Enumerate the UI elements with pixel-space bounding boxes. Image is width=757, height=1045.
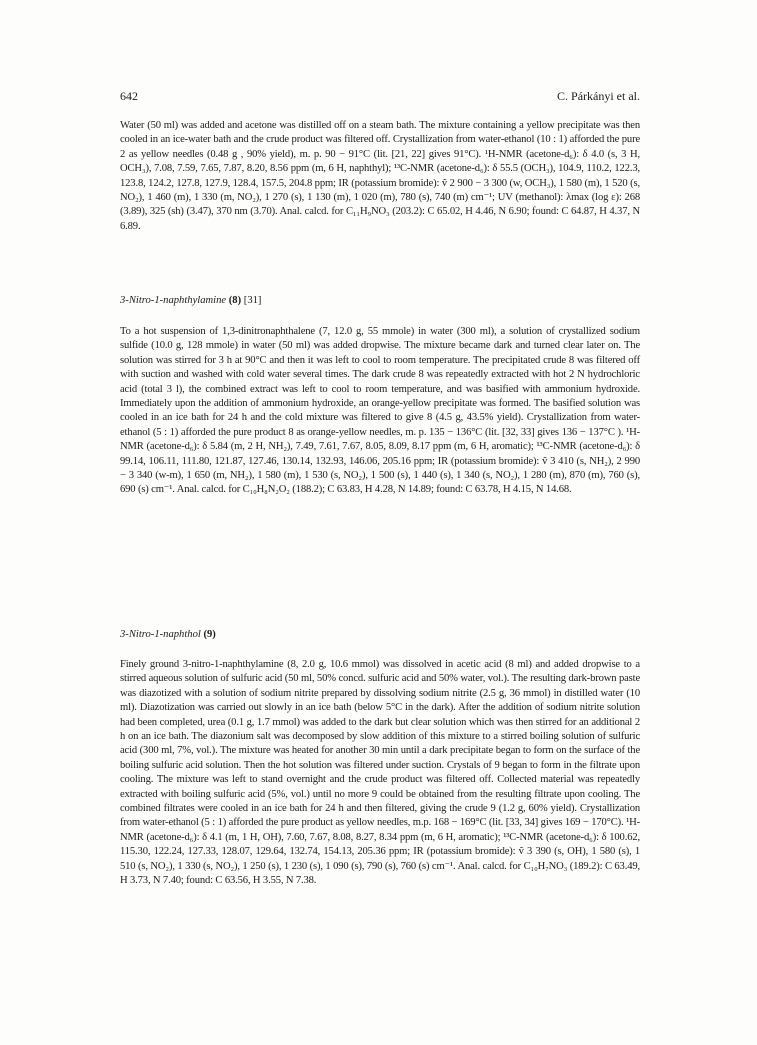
continuation-paragraph	[120, 119, 640, 234]
compound-number: (9)	[203, 629, 216, 640]
section-heading-nitronaphthol	[120, 628, 640, 642]
page-number: 642	[120, 89, 138, 103]
section-heading-nitronaphthylamine	[120, 294, 640, 308]
procedure-text: To a hot suspension of 1,3-dinitronaphthalene (7, 12.0 g, 55 mmole) in water (300 ml), a solution of crystallized sodium sulfide (10.0 g, 128 mmole) in water (50 ml) was added dropwise. The mixture became dark and turned clear later on. The solution was stirred for 3 h at 90°C and then it was left to cool to room temperature. The precipitated crude 8 was filtered off with suction and washed with cold water several times. The dark crude 8 was repeatedly extracted with hot 2 N hydrochloric acid (total 3 l), the combined extract was left to cool to room temperature, and was basified with ammonium hydroxide. Immediately upon the addition of ammonium hydroxide, an orange-yellow precipitate was formed. The basified solution was cooled in an ice bath for 24 h and the cold mixture was filtered to give 8 (4.5 g, 43.5% yield). Crystallization from water-ethanol (5 : 1) afforded the pure product 8 as orange-yellow needles, m. p. 135 − 136°C (lit. [32, 33] gives 136 − 137°C ). ¹H-NMR (acetone-d₆): δ 5.84 (m, 2 H, NH₂), 7.49, 7.61, 7.67, 8.05, 8.09, 8.17 ppm (m, 6 H, aromatic); ¹³C-NMR (acetone-d₆): δ 99.14, 106.11, 111.80, 121.87, 127.46, 130.14, 132.93, 146.06, 205.16 ppm; IR (potassium bromide): ṽ 3 410 (s, NH₂), 2 990 − 3 340 (w-m), 1 650 (m, NH₂), 1 580 (m), 1 530 (s, NO₂), 1 500 (s), 1 440 (s), 1 340 (s, NO₂), 1 280 (m), 870 (m), 760 (s), 690 (s) cm⁻¹. Anal. calcd. for C₁₀H₈N₂O₂ (188.2); C 63.83, H 4.28, N 14.89; found: C 63.78, H 4.15, N 14.68.	[120, 326, 640, 496]
procedure-paragraph-nitronaphthol	[120, 658, 640, 889]
running-head: C. Párkányi et al.	[557, 89, 640, 103]
procedure-text: Finely ground 3-nitro-1-naphthylamine (8, 2.0 g, 10.6 mmol) was dissolved in acetic acid (8 ml) and added dropwise to a stirred aqueous solution of sulfuric acid (50 ml, 50% concd. sulfuric acid and 50% water, vol.). The resulting dark-brown paste was diazotized with a solution of sodium nitrite prepared by dissolving sodium nitrite (2.5 g, 36 mmol) in distilled water (10 ml). Diazotization was carried out slowly in an ice bath (below 5°C in the dark). After the addition of sodium nitrite solution had been completed, urea (0.1 g, 1.7 mmol) was added to the dark but clear solution which was then stirred for an additional 2 h on an ice bath. The diazonium salt was decomposed by slow addition of this mixture to a stirred boiling solution of sulfuric acid (300 ml, 7%, vol.). The mixture was heated for another 30 min until a dark precipitate began to form on the surface of the boiling sulfuric acid solution. Then the hot solution was filtered under suction. Crystals of 9 began to form in the filtrate upon cooling. The mixture was left to stand overnight and the crude product was filtered off. Collected material was repeatedly extracted with boiling sulfuric acid (5%, vol.) until no more 9 could be obtained from the resulting filtrate upon cooling. The combined filtrates were cooled in an ice bath for 24 h and then filtered, giving the crude 9 (1.2 g, 60% yield). Crystallization from water-ethanol (5 : 1) afforded the pure product as yellow needles, m.p. 168 − 169°C (lit. [33, 34] gives 169 − 170°C). ¹H-NMR (acetone-d₆): δ 4.1 (m, 1 H, OH), 7.60, 7.67, 8.08, 8.27, 8.34 ppm (m, 6 H, aromatic); ¹³C-NMR (acetone-d₆): δ 100.62, 115.30, 122.24, 127.33, 128.07, 129.64, 132.74, 154.13, 205.36 ppm; IR (potassium bromide): ṽ 3 390 (s, OH), 1 580 (s), 1 510 (s, NO₂), 1 330 (s, NO₂), 1 250 (s), 1 230 (s), 1 090 (s), 790 (s), 760 (s) cm⁻¹. Anal. calcd. for C₁₀H₇NO₃ (189.2): C 63.49, H 3.73, N 7.40; found: C 63.56, H 3.55, N 7.38.	[120, 659, 640, 887]
section-title: 3-Nitro-1-naphthol	[120, 629, 201, 640]
continuation-text: Water (50 ml) was added and acetone was distilled off on a steam bath. The mixture containing a yellow precipitate was then cooled in an ice-water bath and the crude product was filtered off. Crystallization from water-ethanol (10 : 1) afforded the pure 2 as yellow needles (0.48 g , 90% yield), m. p. 90 − 91°C (lit. [21, 22] gives 91°C). ¹H-NMR (acetone-d₆): δ 4.0 (s, 3 H, OCH₃), 7.08, 7.59, 7.65, 7.87, 8.20, 8.56 ppm (m, 6 H, naphthyl); ¹³C-NMR (acetone-d₆): δ 55.5 (OCH₃), 104.9, 110.2, 122.3, 123.8, 124.2, 127.8, 127.9, 128.4, 157.5, 204.8 ppm; IR (potassium bromide): ṽ 2 900 − 3 300 (w, OCH₃), 1 580 (m), 1 520 (s, NO₂), 1 460 (m), 1 330 (m, NO₂), 1 270 (s), 1 130 (m), 1 020 (m), 780 (s), 740 (m) cm⁻¹; UV (methanol): λmax (log ε): 268 (3.89), 325 (sh) (3.47), 370 nm (3.70). Anal. calcd. for C₁₁H₉NO₃ (203.2): C 65.02, H 4.46, N 6.90; found: C 64.87, H 4.37, N 6.89.	[120, 120, 640, 232]
section-title: 3-Nitro-1-naphthylamine	[120, 295, 227, 306]
procedure-paragraph-nitronaphthylamine	[120, 325, 640, 498]
compound-number: (8)	[228, 295, 242, 306]
reference: [31]	[243, 295, 262, 306]
